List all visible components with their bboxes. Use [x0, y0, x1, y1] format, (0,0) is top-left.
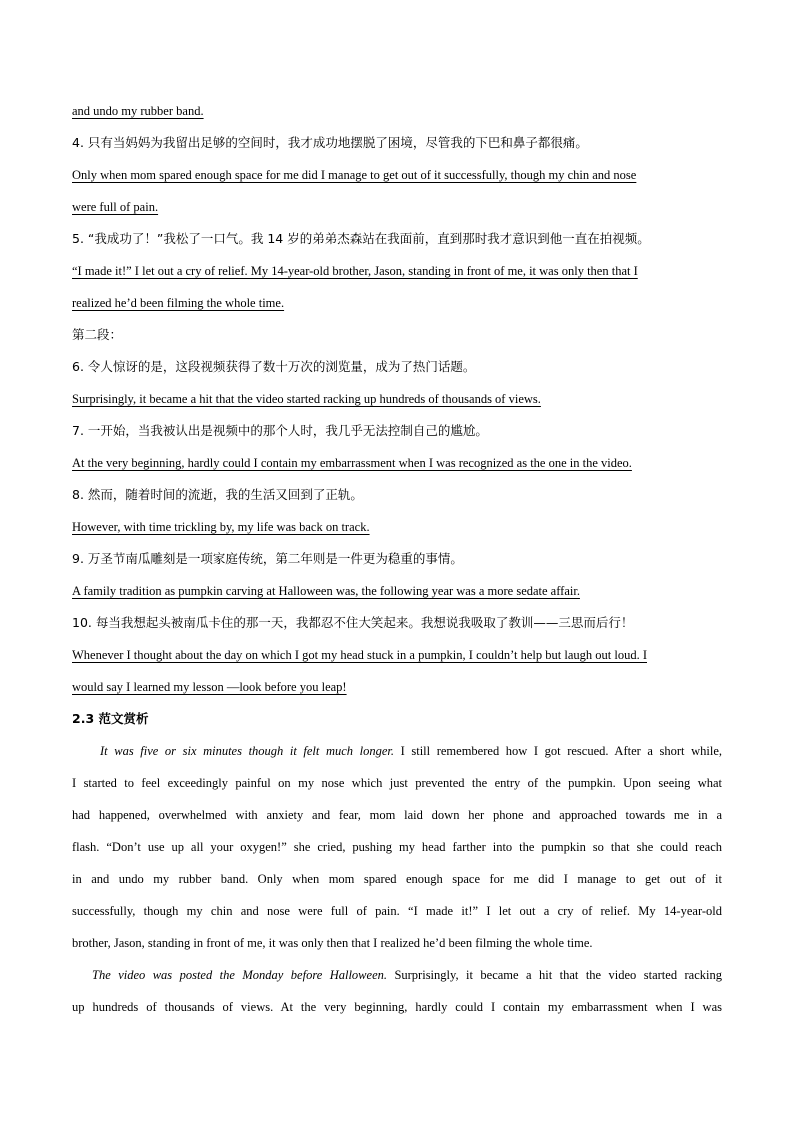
essay-para1-line1-rest: I still remembered how I got rescued. After a short while, — [394, 744, 723, 758]
item-10-en-line2: would say I learned my lesson —look before you leap! — [72, 680, 347, 694]
item-8-zh: 8. 然而，随着时间的流逝，我的生活又回到了正轨。 — [72, 487, 363, 502]
answer-line-top: and undo my rubber band. — [72, 104, 204, 118]
item-10-zh: 10. 每当我想起头被南瓜卡住的那一天，我都忍不住大笑起来。我想说我吸取了教训——三思而后行！ — [72, 615, 634, 630]
item-5-en-line1: “I made it!” I let out a cry of relief. My 14-year-old brother, Jason, standing in front of me, it was only then that I — [72, 264, 638, 278]
essay-para1-line1 — [72, 742, 722, 760]
essay-para1-topic-sentence: It was five or six minutes though it felt much longer. — [100, 744, 395, 758]
item-7-en: At the very beginning, hardly could I contain my embarrassment when I was recognized as the one in the video. — [72, 456, 632, 470]
essay-para1-line5: in and undo my rubber band. Only when mom spared enough space for me did I manage to get out of it — [72, 872, 722, 886]
item-6-en: Surprisingly, it became a hit that the video started racking up hundreds of thousands of views. — [72, 392, 541, 406]
essay-para2-topic-sentence: The video was posted the Monday before Halloween. — [92, 968, 387, 982]
essay-para1-line2: I started to feel exceedingly painful on my nose which just prevented the entry of the pumpkin. Upon seeing what — [72, 776, 722, 790]
paragraph-2-label: 第二段： — [72, 327, 123, 342]
item-4-en-line2: were full of pain. — [72, 200, 159, 214]
essay-para2-line1-rest: Surprisingly, it became a hit that the video started racking — [387, 968, 722, 982]
item-10-en-line1: Whenever I thought about the day on which I got my head stuck in a pumpkin, I couldn’t help but laugh out loud. I — [72, 648, 647, 662]
item-5-en-line2: realized he’d been filming the whole time. — [72, 296, 285, 310]
essay-para1-line3: had happened, overwhelmed with anxiety and fear, mom laid down her phone and approached towards me in a — [72, 808, 722, 822]
essay-para1-line4: flash. “Don’t use up all your oxygen!” she cried, pushing my head farther into the pumpkin so that she could reach — [72, 840, 722, 854]
item-6-zh: 6. 令人惊讶的是，这段视频获得了数十万次的浏览量，成为了热门话题。 — [72, 359, 476, 374]
item-7-zh: 7. 一开始，当我被认出是视频中的那个人时，我几乎无法控制自己的尴尬。 — [72, 423, 488, 438]
essay-para1-line7: brother, Jason, standing in front of me, it was only then that I realized he’d been filming the whole time. — [72, 936, 593, 950]
item-4-en-line1: Only when mom spared enough space for me did I manage to get out of it successfully, though my chin and nose — [72, 168, 637, 182]
essay-para1-line6: successfully, though my chin and nose were full of pain. “I made it!” I let out a cry of relief. My 14-year-old — [72, 904, 722, 918]
item-9-en: A family tradition as pumpkin carving at Halloween was, the following year was a more sedate affair. — [72, 584, 580, 598]
item-9-zh: 9. 万圣节南瓜雕刻是一项家庭传统，第二年则是一件更为稳重的事情。 — [72, 551, 463, 566]
item-8-en: However, with time trickling by, my life was back on track. — [72, 520, 370, 534]
item-5-zh: 5. “我成功了！”我松了一口气。我 14 岁的弟弟杰森站在我面前，直到那时我才意识到他一直在拍视频。 — [72, 231, 650, 246]
essay-para2-line2: up hundreds of thousands of views. At the very beginning, hardly could I contain my embarrassment when I was — [72, 1000, 722, 1014]
item-4-zh: 4. 只有当妈妈为我留出足够的空间时，我才成功地摆脱了困境，尽管我的下巴和鼻子都很痛。 — [72, 135, 588, 150]
essay-para2-line1 — [72, 966, 722, 984]
section-heading: 2.3 范文赏析 — [72, 711, 149, 726]
